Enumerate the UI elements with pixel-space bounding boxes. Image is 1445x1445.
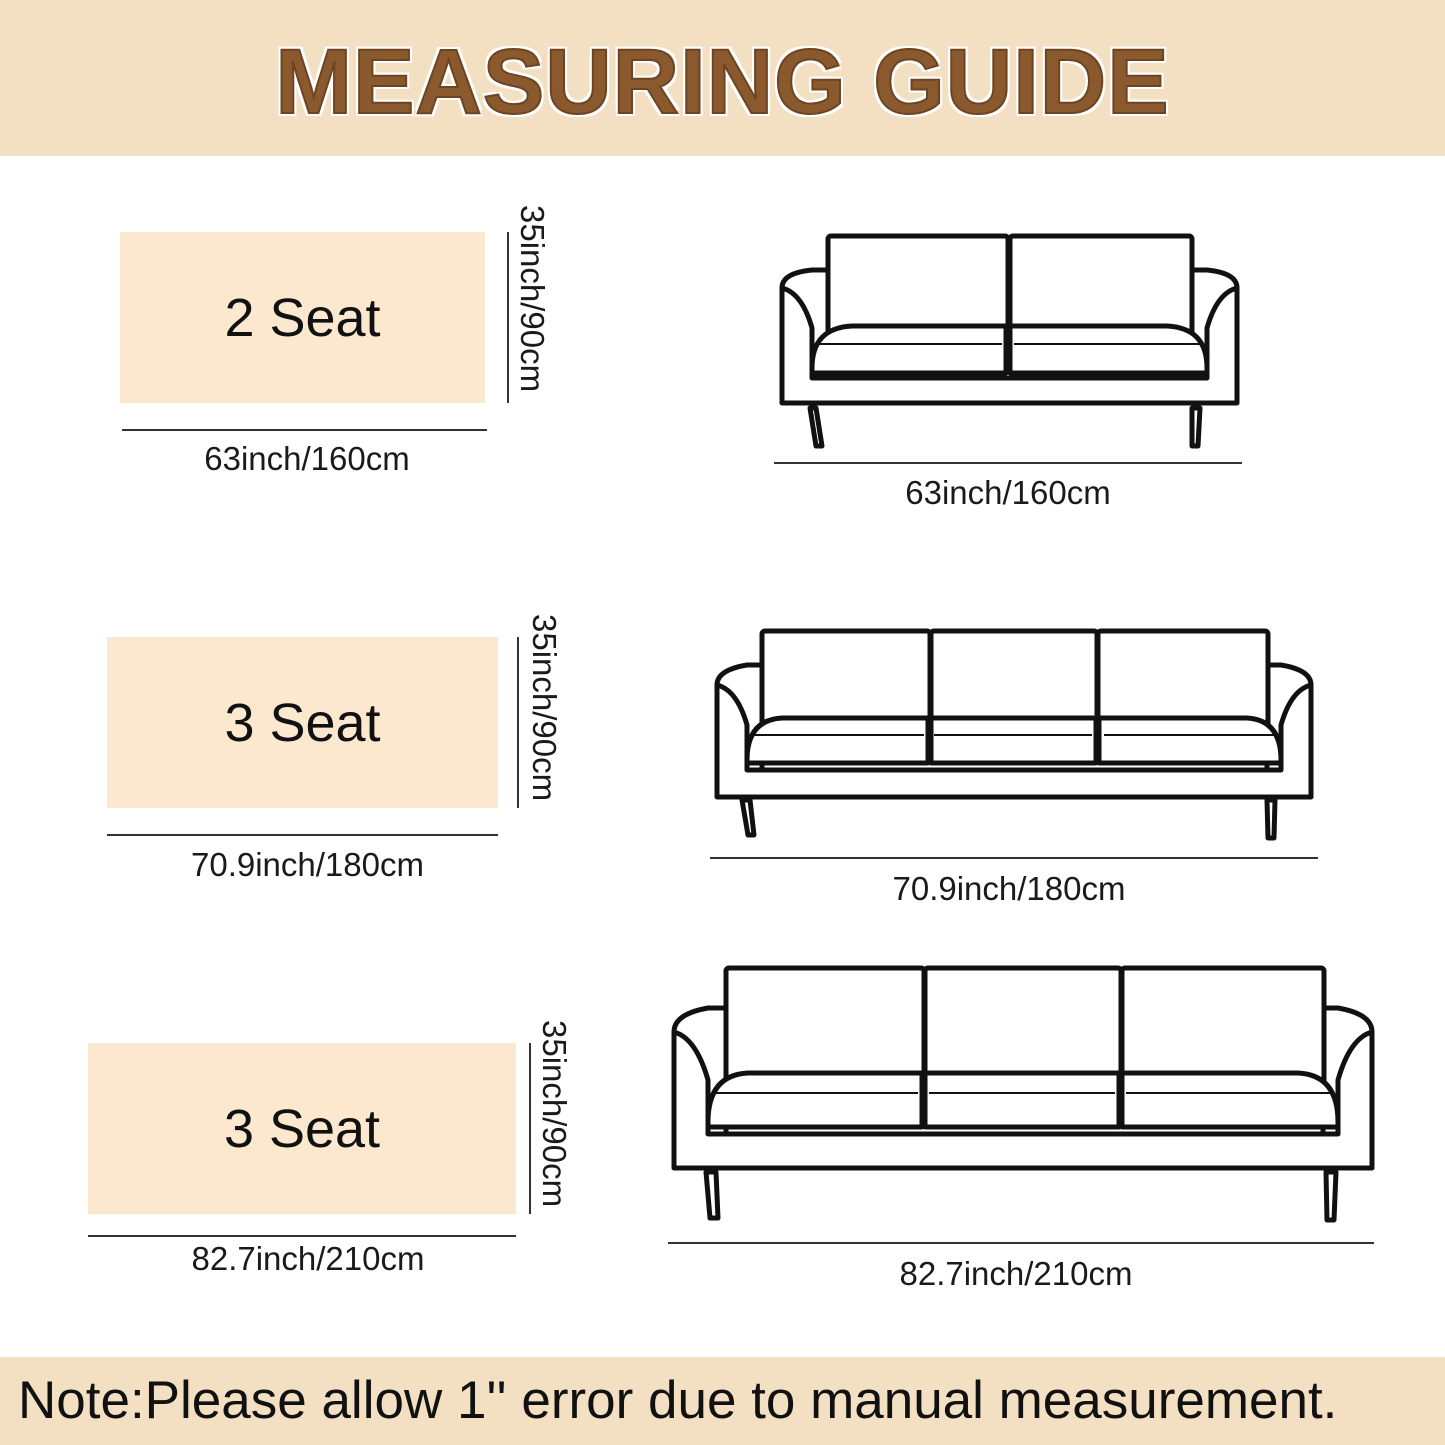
seat-size-box [120,232,485,403]
page-title: MEASURING GUIDE [275,31,1170,133]
height-dimension-line [507,232,509,403]
height-label: 35inch/90cm [536,1020,573,1208]
seat-size-box [88,1043,516,1214]
height-dimension-line [517,637,519,808]
footer-note: Note:Please allow 1'' error due to manual measurement. [18,1371,1338,1430]
sofa-width-label: 82.7inch/210cm [899,1255,1133,1292]
sofa-width-label: 70.9inch/180cm [892,870,1126,907]
seat-label: 2 Seat [224,287,381,348]
width-label: 63inch/160cm [204,440,410,477]
sofa-width-dimension-line [774,462,1242,464]
seat-label: 3 Seat [223,1098,381,1159]
seat-label: 3 Seat [224,692,381,753]
width-dimension-line [88,1235,516,1237]
width-label: 70.9inch/180cm [191,846,424,883]
width-dimension-line [122,429,487,431]
sofa-3-seat-illustration [712,625,1316,845]
width-label: 82.7inch/210cm [191,1240,425,1277]
seat-size-box [107,637,498,808]
height-label: 35inch/90cm [514,205,551,393]
height-label: 35inch/90cm [526,614,563,802]
sofa-width-dimension-line [668,1242,1374,1244]
sofa-width-label: 63inch/160cm [905,474,1111,511]
sofa-2-seat-illustration [772,228,1247,453]
width-dimension-line [107,834,498,836]
sofa-width-dimension-line [710,857,1318,859]
sofa-3-seat-large-illustration [668,962,1378,1224]
height-dimension-line [529,1043,531,1214]
